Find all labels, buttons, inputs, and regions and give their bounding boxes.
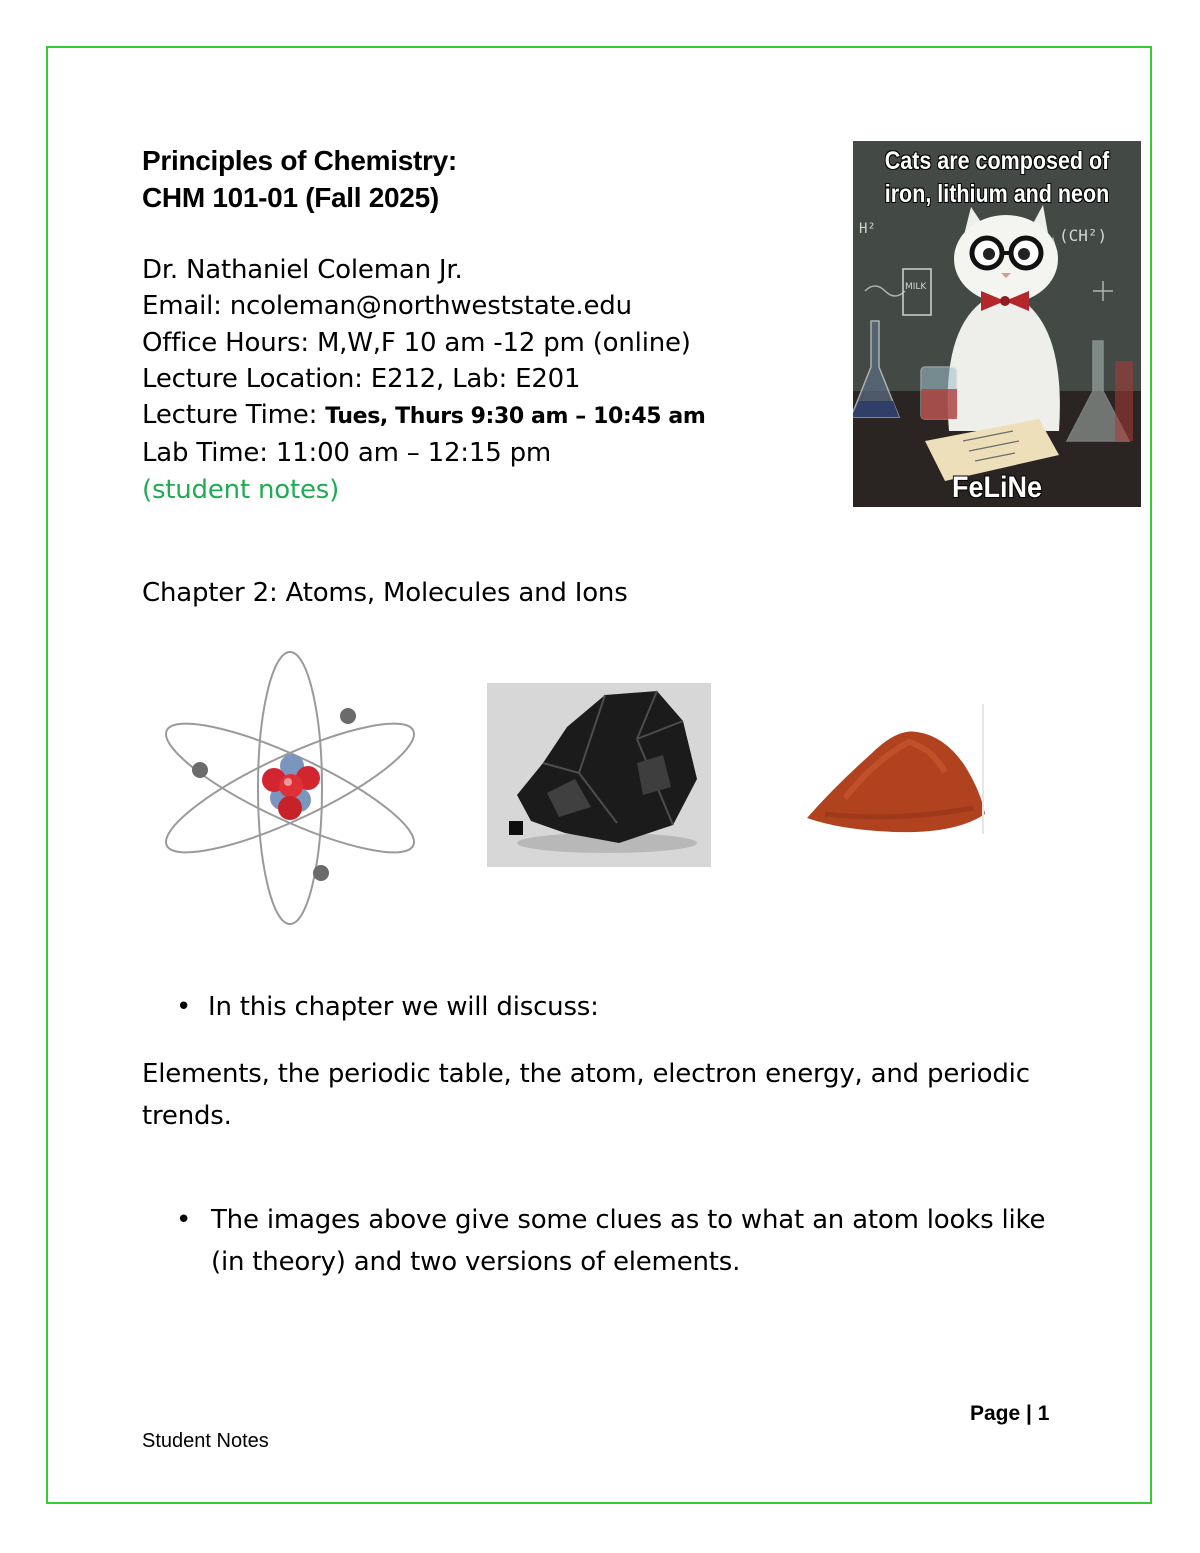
bullet-icon: • (176, 992, 192, 1022)
student-notes-link[interactable]: (student notes) (142, 474, 340, 505)
board-mark-h2: H² (859, 221, 876, 237)
lecture-time-label: Lecture Time: (142, 400, 326, 431)
lecture-time (142, 397, 705, 435)
black-element-lump-image (487, 683, 711, 867)
course-title-line1: Principles of Chemistry: (142, 145, 457, 176)
lecture-location: Lecture Location: E212, Lab: E201 (142, 363, 581, 394)
meme-caption-bottom: FeLiNe (951, 471, 1043, 504)
board-mark-milk: MILK (905, 282, 927, 292)
black-lump-illustration (487, 683, 711, 867)
meme-caption-top (873, 145, 1121, 211)
lecture-time-value: Tues, Thurs 9:30 am – 10:45 am (325, 404, 706, 430)
red-powder-image (805, 702, 987, 836)
lab-time: Lab Time: 11:00 am – 12:15 pm (142, 438, 552, 469)
instructor-email[interactable]: Email: ncoleman@northweststate.edu (142, 291, 632, 322)
bullet-images-clue (142, 1199, 1072, 1283)
meme-caption-line1: Cats are composed of (884, 147, 1110, 175)
board-mark-ch2: (CH²) (1059, 226, 1108, 245)
page-number: Page | 1 (970, 1402, 1050, 1425)
chemistry-cat-meme (853, 141, 1141, 507)
course-title (142, 142, 457, 216)
course-title-line2: CHM 101-01 (Fall 2025) (142, 182, 439, 213)
nucleus (262, 754, 320, 820)
office-hours: Office Hours: M,W,F 10 am -12 pm (online) (142, 327, 691, 358)
instructor-name: Dr. Nathaniel Coleman Jr. (142, 255, 463, 285)
bullet-images-clue-text: The images above give some clues as to what an atom looks like (in theory) and two versions of elements. (211, 1205, 1046, 1277)
meme-caption-line2: iron, lithium and neon (884, 180, 1110, 208)
footer-student-notes: Student Notes (142, 1430, 269, 1452)
bullet-icon: • (176, 1205, 192, 1235)
topics-paragraph: Elements, the periodic table, the atom, electron energy, and periodic trends. (142, 1059, 1030, 1131)
bullet-chapter-topics (142, 992, 599, 1022)
atom-model-icon (160, 648, 420, 928)
bullet-chapter-topics-text: In this chapter we will discuss: (208, 992, 599, 1022)
chapter-title: Chapter 2: Atoms, Molecules and Ions (142, 578, 628, 608)
course-info (142, 252, 705, 508)
